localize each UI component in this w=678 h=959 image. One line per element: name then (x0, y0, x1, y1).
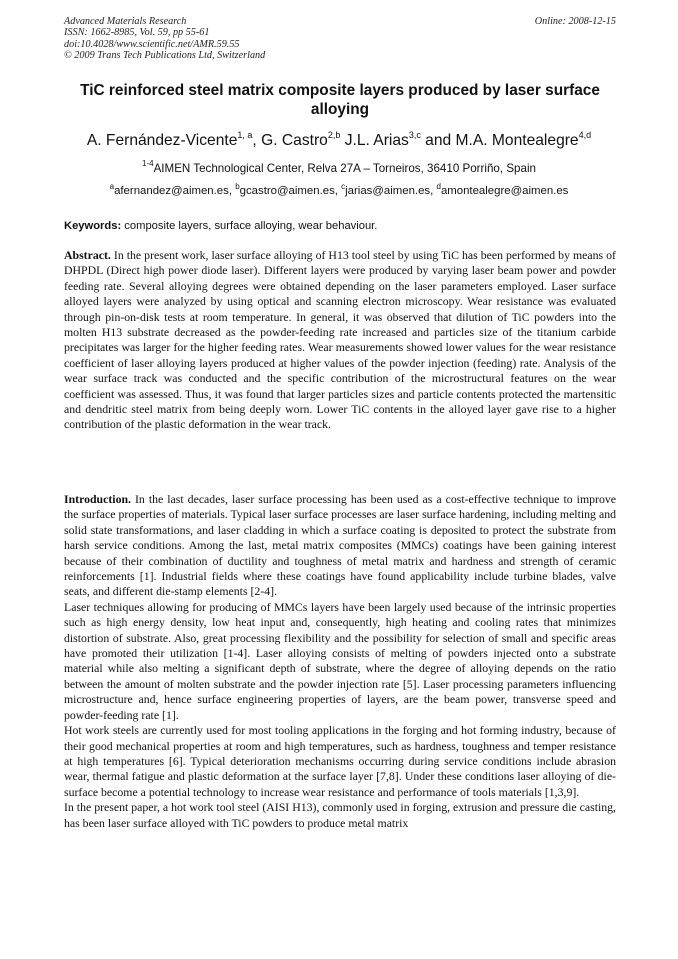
author-name: A. Fernández-Vicente (86, 132, 238, 149)
affiliation-text: AIMEN Technological Center, Relva 27A – Torneiros, 36410 Porriño, Spain (153, 162, 536, 175)
affiliation (0, 159, 678, 175)
email-address[interactable]: jarias@aimen.es (345, 185, 431, 197)
introduction-section (64, 492, 616, 831)
abstract-heading: Abstract. (64, 248, 111, 262)
email-mark: a (109, 182, 115, 191)
email-address[interactable]: afernandez@aimen.es (114, 185, 229, 197)
intro-paragraph: Hot work steels are currently used for most tooling applications in the forging and hot forming industry, because of their good mechanical properties at room and high temperatures, such as hardness, toughness and temper resistance at high temperatures [6]. Typical deterioration mechanisms occurring during service conditions include abrasion wear, thermal fatigue and plastic deformation at the surface layer [7,8]. Under these conditions laser alloying of die-surface become a potential technology to increase wear resistance and performance of tools materials [1,3,9]. (64, 723, 616, 799)
intro-paragraph: Laser techniques allowing for producing of MMCs layers have been largely used because of the intrinsic properties such as high energy density, low heat input and, consequently, high heating and cooling rates that minimizes distortion of substrate. Also, great processing flexibility and the possibility for selection of small and specific areas have promoted their utilization [1-4]. Laser alloying consists of melting of powders injected onto a substrate material while also melting a significant depth of substrate, where the degree of alloying depends on the ratio between the amount of molten substrate and the powder injection rate [5]. Laser processing parameters influencing microstructure and, hence surface engineering properties of layers, are the beam power, transverse speed and powder-feeding rate [1]. (64, 599, 616, 722)
abstract-paragraph (64, 248, 616, 433)
email-mark: c (341, 182, 346, 191)
author-affil-mark: 2,b (327, 130, 341, 140)
author-name: G. Castro (261, 132, 328, 149)
abstract-text: In the present work, laser surface alloying of H13 tool steel by using TiC has been performed by means of DHPDL (Direct high power diode laser). Different layers were produced by varying laser beam power and powder feeding rate. Several alloying degrees were obtained depending on the laser parameters employed. Laser surface alloyed layers were analyzed by using optical and scanning electron microscopy. Wear resistance was evaluated through pin-on-disk tests at room temperature. In general, it was observed that dilution of TiC powders into the molten H13 substrate decreased as the powder-feeding rate increased and particles size of the titanium carbide precipitates was larger for the higher feeding rates. Wear measurements showed lower values for the wear resistance coefficient of laser alloying layers produced at higher values of the powder injection (feeding) rate. Analysis of the wear surface track was conducted and the specific contribution of the microstructural features on the wear coefficient was assessed. Thus, it was found that larger particles sizes and particle contents protected the martensitic and dendritic steel matrix from being deeply worn. Lower TiC contents in the alloyed layer gave rise to a higher contribution of the plastic deformation in the wear track. (64, 248, 616, 432)
journal-header (64, 16, 616, 62)
affiliation-mark: 1-4 (142, 159, 154, 168)
author-name: J.L. Arias (344, 132, 409, 149)
journal-name: Advanced Materials Research (64, 16, 187, 27)
keywords-label: Keywords: (64, 220, 122, 232)
author-separator: and (420, 132, 456, 149)
keywords-text: composite layers, surface alloying, wear behaviour. (121, 220, 378, 232)
intro-paragraph (64, 492, 616, 600)
online-date: Online: 2008-12-15 (534, 16, 616, 27)
paper-title: TiC reinforced steel matrix composite layers produced by laser surface alloying (80, 82, 600, 118)
intro-text: In the last decades, laser surface processing has been used as a cost-effective technique to improve the surface properties of materials. Typical laser surface processes are laser surface hardening, including melting and solid state transformations, and laser cladding in which a surface coating is deposited to protect the substrate from harsh service conditions. Among the last, metal matrix composites (MMCs) coatings have been gaining interest because of their combination of ductility and toughness of metal matrix and hardness and strength of ceramic reinforcements [1]. Industrial fields where these coatings have found applicability include turbine blades, valve seats, and different die-stamp elements [2-4]. (64, 492, 616, 599)
abstract-section (64, 248, 616, 433)
email-address[interactable]: gcastro@aimen.es (239, 185, 335, 197)
email-mark: b (235, 182, 240, 191)
author-affil-mark: 3,c (408, 130, 421, 140)
author-list (0, 130, 678, 150)
email-address[interactable]: amontealegre@aimen.es (440, 185, 569, 197)
copyright-line: © 2009 Trans Tech Publications Ltd, Switzerland (64, 50, 266, 62)
keywords-line (64, 220, 616, 232)
issn-line: ISSN: 1662-8985, Vol. 59, pp 55-61 (64, 27, 210, 39)
email-list: $^a$afernandez@aimen.es, $^b$gcastro@aimen.es, $^c$jarias@aimen.es, $^d$amontealegre@aimen.es (109, 182, 569, 197)
intro-paragraph: In the present paper, a hot work tool steel (AISI H13), commonly used in forging, extrusion and pressure die casting, has been laser surface alloyed with TiC powders to produce metal matrix (64, 800, 616, 830)
author-name: M.A. Montealegre (455, 132, 579, 149)
author-affil-mark: 4,d (578, 130, 592, 140)
email-mark: d (436, 182, 441, 191)
author-separator: , (252, 132, 262, 149)
introduction-heading: Introduction. (64, 492, 131, 506)
author-affil-mark: 1, a (237, 130, 253, 140)
doi-line[interactable]: doi:10.4028/www.scientific.net/AMR.59.55 (64, 38, 240, 50)
